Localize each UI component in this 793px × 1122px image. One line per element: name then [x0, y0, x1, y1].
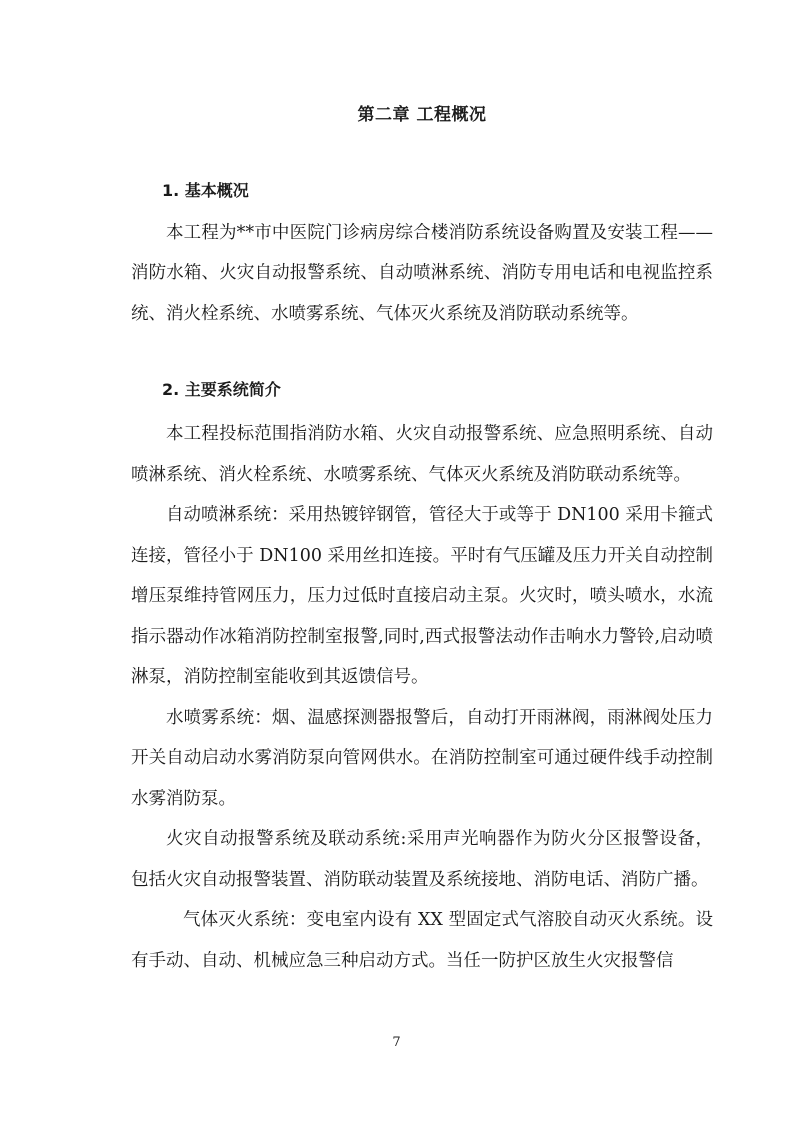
paragraph-bid-scope: 本工程投标范围指消防水箱、火灾自动报警系统、应急照明系统、自动喷淋系统、消火栓系统、水喷雾系统、气体灭火系统及消防联动系统等。: [131, 424, 713, 485]
spacer-section1-body: [131, 203, 713, 213]
paragraph-water-mist-system: 水喷雾系统：烟、温感探测器报警后，自动打开雨淋阀，雨淋阀处压力开关自动启动水雾消防泵向管网供水。在消防控制室可通过硬件线手动控制水雾消防泵。: [131, 707, 713, 809]
paragraph-basic-overview: 本工程为**市中医院门诊病房综合楼消防系统设备购置及安装工程——消防水箱、火灾自动报警系统、自动喷淋系统、消防专用电话和电视监控系统、消火栓系统、水喷雾系统、气体灭火系统及消防联动系统等。: [131, 222, 713, 324]
paragraph-gas-extinguishing-system: 气体灭火系统：变电室内设有 XX 型固定式气溶胶自动灭火系统。设有手动、自动、机械应急三种启动方式。当任一防护区放生火灾报警信: [131, 910, 713, 971]
spacer-after-title: [131, 129, 713, 179]
spacer-section2-body: [131, 402, 713, 414]
section-heading-main-systems: 2. 主要系统简介: [162, 380, 281, 399]
paragraph-sprinkler-system: 自动喷淋系统：采用热镀锌钢管，管径大于或等于 DN100 采用卡箍式连接，管径小于 DN100 采用丝扣连接。平时有气压罐及压力开关自动控制增压泵维持管网压力，压力过低时直接启动主泵。火灾时，喷头喷水，水流指示器动作冰箱消防控制室报警,同时,西式报警法动作击响水力警铃,启动喷淋泵，消防控制室能收到其返馈信号。: [131, 505, 713, 687]
spacer-before-section2: [131, 334, 713, 378]
page-content: [131, 0, 713, 981]
paragraph-fire-alarm-system: 火灾自动报警系统及联动系统:采用声光响器作为防火分区报警设备，包括火灾自动报警装置、消防联动装置及系统接地、消防电话、消防广播。: [131, 829, 713, 890]
page-number: 7: [392, 1035, 401, 1050]
section-heading-basic-overview: 1. 基本概况: [162, 180, 249, 200]
page-title: 第二章 工程概况: [357, 105, 487, 125]
